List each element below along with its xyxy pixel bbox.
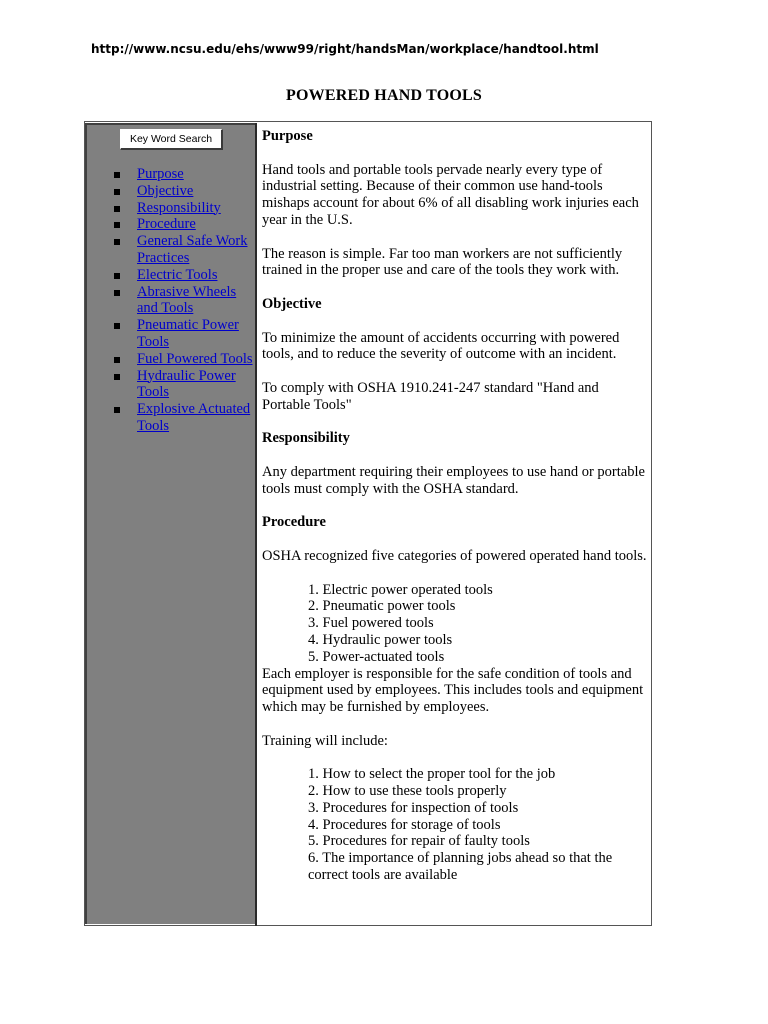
procedure-heading: Procedure <box>262 514 326 531</box>
column-divider <box>255 123 257 926</box>
key-word-search-button[interactable]: Key Word Search <box>120 129 223 150</box>
nav-link-hydraulic-power-tools[interactable]: Hydraulic Power Tools <box>137 367 236 401</box>
square-bullet-icon <box>114 189 120 195</box>
list-item: 3. Fuel powered tools <box>308 615 434 632</box>
list-item: 4. Procedures for storage of tools <box>308 816 501 833</box>
square-bullet-icon <box>114 273 120 279</box>
sidebar-item-electric-tools <box>110 267 255 284</box>
tool-categories-list <box>262 582 647 666</box>
sidebar-item-hydraulic-power-tools <box>110 368 255 402</box>
responsibility-heading: Responsibility <box>262 430 350 447</box>
responsibility-paragraph: Any department requiring their employees to use hand or portable tools must comply with the OSHA standard. <box>262 463 645 497</box>
square-bullet-icon <box>114 407 120 413</box>
nav-link-general-safe-work-practices[interactable]: General Safe Work Practices <box>137 233 248 266</box>
square-bullet-icon <box>114 222 120 228</box>
nav-link-explosive-actuated-tools[interactable]: Explosive Actuated Tools <box>137 401 251 434</box>
list-item: 2. How to use these tools properly <box>308 783 507 800</box>
objective-paragraph: To minimize the amount of accidents occurring with powered tools, and to reduce the severity of outcome with an incident. <box>262 329 620 363</box>
purpose-paragraph: The reason is simple. Far too man workers are not sufficiently trained in the proper use and care of the tools they work with. <box>262 245 623 279</box>
square-bullet-icon <box>114 357 120 363</box>
procedure-paragraph: OSHA recognized five categories of powered operated hand tools. <box>262 547 647 564</box>
page-url: http://www.ncsu.edu/ehs/www99/right/handsMan/workplace/handtool.html <box>91 42 599 56</box>
sidebar-item-responsibility <box>110 200 255 217</box>
nav-link-pneumatic-power-tools[interactable]: Pneumatic Power Tools <box>137 317 239 350</box>
list-item: 1. How to select the proper tool for the job <box>308 766 556 783</box>
square-bullet-icon <box>114 323 120 329</box>
page-title: POWERED HAND TOOLS <box>286 87 482 104</box>
list-item: 5. Power-actuated tools <box>308 648 445 665</box>
procedure-paragraph: Each employer is responsible for the safe condition of tools and equipment used by employees. This includes tools and equipment which may be furnished by employees. <box>262 665 644 716</box>
sidebar-item-pneumatic-power-tools <box>110 317 255 351</box>
square-bullet-icon <box>114 206 120 212</box>
list-item: 3. Procedures for inspection of tools <box>308 799 519 816</box>
square-bullet-icon <box>114 374 120 380</box>
sidebar-item-objective <box>110 183 255 200</box>
nav-link-objective[interactable]: Objective <box>137 182 194 199</box>
sidebar-item-procedure <box>110 216 255 233</box>
training-list <box>262 766 647 884</box>
sidebar-item-purpose <box>110 166 255 183</box>
sidebar-item-explosive-actuated-tools <box>110 401 255 435</box>
square-bullet-icon <box>114 239 120 245</box>
purpose-paragraph: Hand tools and portable tools pervade nearly every type of industrial setting. Because of their common use hand-tools mishaps account for about 6% of all disabling work injuries each year in the U.S. <box>262 161 639 228</box>
objective-heading: Objective <box>262 295 322 312</box>
list-item: 5. Procedures for repair of faulty tools <box>308 833 530 850</box>
nav-link-abrasive-wheels[interactable]: Abrasive Wheels and Tools <box>137 283 237 317</box>
purpose-heading: Purpose <box>262 128 313 144</box>
square-bullet-icon <box>114 172 120 178</box>
list-item: 2. Pneumatic power tools <box>308 598 456 615</box>
sidebar-nav <box>110 166 255 435</box>
nav-link-responsibility[interactable]: Responsibility <box>137 199 221 216</box>
list-item: 1. Electric power operated tools <box>308 581 493 598</box>
nav-link-fuel-powered-tools[interactable]: Fuel Powered Tools <box>137 350 253 367</box>
sidebar-item-abrasive-wheels <box>110 284 255 318</box>
objective-paragraph: To comply with OSHA 1910.241-247 standard "Hand and Portable Tools" <box>262 379 599 413</box>
nav-link-purpose[interactable]: Purpose <box>137 166 184 182</box>
nav-link-electric-tools[interactable]: Electric Tools <box>137 266 218 283</box>
sidebar-item-general-safe-work-practices <box>110 233 255 267</box>
square-bullet-icon <box>114 290 120 296</box>
sidebar-item-fuel-powered-tools <box>110 351 255 368</box>
training-intro: Training will include: <box>262 732 388 749</box>
list-item: 4. Hydraulic power tools <box>308 631 453 648</box>
nav-link-procedure[interactable]: Procedure <box>137 216 196 233</box>
list-item: 6. The importance of planning jobs ahead so that the correct tools are available <box>308 850 613 884</box>
main-content <box>262 128 647 884</box>
